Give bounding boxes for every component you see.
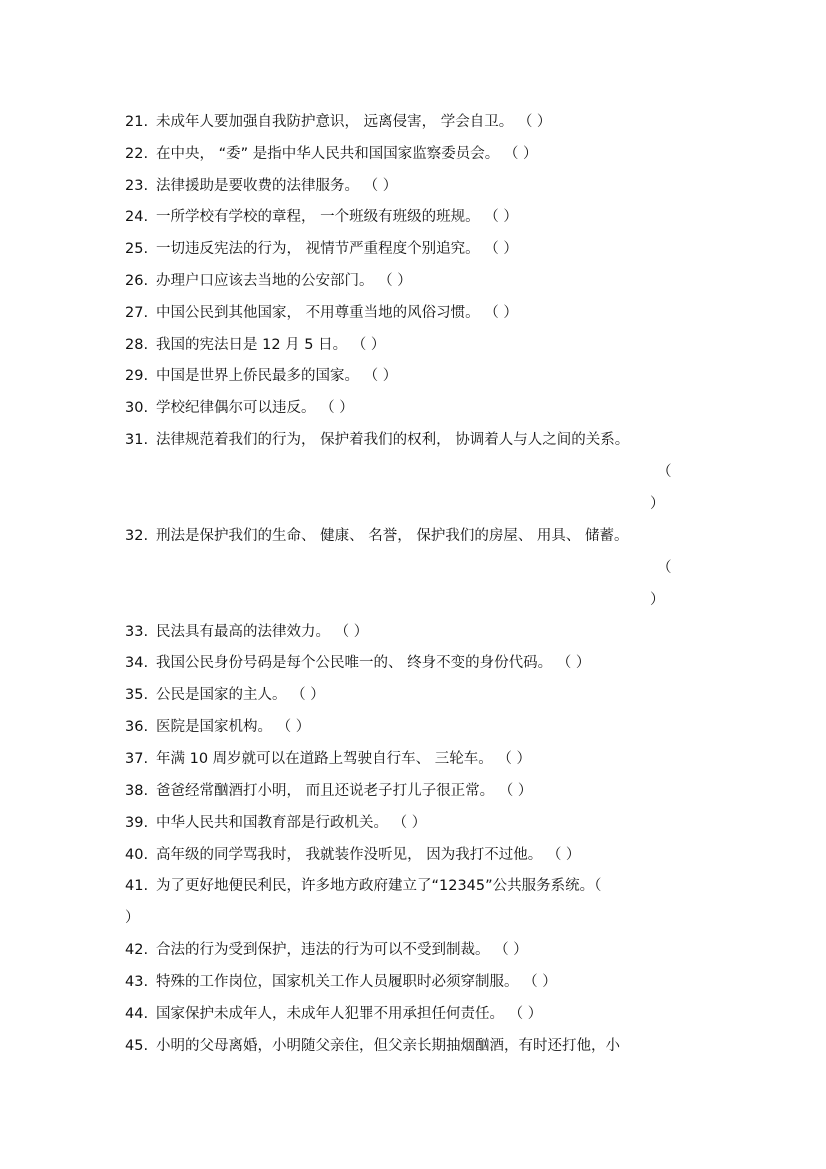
question-text: 医院是国家机构。 （ ） (156, 719, 311, 735)
question-text: 学校纪律偶尔可以违反。 （ ） (156, 400, 354, 416)
question-text: 一所学校有学校的章程， 一个班级有班级的班规。 （ ） (156, 209, 518, 225)
question-text: 小明的父母离婚，小明随父亲住，但父亲长期抽烟酗酒，有时还打他，小 (156, 1038, 620, 1054)
question-21: 21. 未成年人要加强自我防护意识， 远离侵害， 学会自卫。 （ ） (125, 114, 552, 130)
question-25: 25. 一切违反宪法的行为， 视情节严重程度个别追究。 （ ） (125, 241, 518, 257)
answer-open-bracket: （ (657, 560, 672, 576)
question-22: 22. 在中央， “委” 是指中华人民共和国国家监察委员会。 （ ） (125, 146, 538, 162)
question-40: 40. 高年级的同学骂我时， 我就装作没听见， 因为我打不过他。 （ ） (125, 847, 581, 863)
question-27: 27. 中国公民到其他国家， 不用尊重当地的风俗习惯。 （ ） (125, 305, 518, 321)
question-text: 公民是国家的主人。 （ ） (156, 687, 325, 703)
question-text: 年满 10 周岁就可以在道路上驾驶自行车、 三轮车。 （ ） (156, 751, 531, 767)
question-42: 42. 合法的行为受到保护，违法的行为可以不受到制裁。 （ ） (125, 942, 528, 958)
question-text: 高年级的同学骂我时， 我就装作没听见， 因为我打不过他。 （ ） (156, 847, 581, 863)
question-text: 办理户口应该去当地的公安部门。 （ ） (156, 273, 412, 289)
question-text: 中国是世界上侨民最多的国家。 （ ） (156, 368, 398, 384)
question-text: 特殊的工作岗位，国家机关工作人员履职时必须穿制服。 （ ） (156, 974, 557, 990)
question-text: 合法的行为受到保护，违法的行为可以不受到制裁。 （ ） (156, 942, 528, 958)
question-text: 国家保护未成年人，未成年人犯罪不用承担任何责任。 （ ） (156, 1006, 543, 1022)
question-text: 中华人民共和国教育部是行政机关。 （ ） (156, 815, 427, 831)
question-text: 民法具有最高的法律效力。 （ ） (156, 624, 369, 640)
question-text: 在中央， “委” 是指中华人民共和国国家监察委员会。 （ ） (156, 146, 538, 162)
answer-close-bracket: ） (650, 496, 665, 512)
question-38: 38. 爸爸经常酗酒打小明， 而且还说老子打儿子很正常。 （ ） (125, 783, 533, 799)
question-28: 28. 我国的宪法日是 12 月 5 日。 （ ） (125, 337, 386, 353)
question-24: 24. 一所学校有学校的章程， 一个班级有班级的班规。 （ ） (125, 209, 518, 225)
question-text: 我国公民身份号码是每个公民唯一的、 终身不变的身份代码。 （ ） (156, 655, 591, 671)
question-36: 36. 医院是国家机构。 （ ） (125, 719, 311, 735)
question-text: 刑法是保护我们的生命、 健康、 名誉， 保护我们的房屋、 用具、 储蓄。 (156, 528, 629, 544)
question-41: 41. 为了更好地便民利民，许多地方政府建立了“12345”公共服务系统。（ (125, 878, 602, 894)
question-39: 39. 中华人民共和国教育部是行政机关。 （ ） (125, 815, 427, 831)
question-44: 44. 国家保护未成年人，未成年人犯罪不用承担任何责任。 （ ） (125, 1006, 543, 1022)
question-text: 法律规范着我们的行为， 保护着我们的权利， 协调着人与人之间的关系。 (156, 432, 630, 448)
question-35: 35. 公民是国家的主人。 （ ） (125, 687, 325, 703)
question-30: 30. 学校纪律偶尔可以违反。 （ ） (125, 400, 354, 416)
question-26: 26. 办理户口应该去当地的公安部门。 （ ） (125, 273, 412, 289)
question-text: 中国公民到其他国家， 不用尊重当地的风俗习惯。 （ ） (156, 305, 518, 321)
question-text: 我国的宪法日是 12 月 5 日。 （ ） (156, 337, 386, 353)
question-text: 一切违反宪法的行为， 视情节严重程度个别追究。 （ ） (156, 241, 518, 257)
question-text: 为了更好地便民利民，许多地方政府建立了“12345”公共服务系统。（ (156, 878, 602, 894)
answer-close-bracket: ） (650, 592, 665, 608)
question-23: 23. 法律援助是要收费的法律服务。 （ ） (125, 178, 398, 194)
question-29: 29. 中国是世界上侨民最多的国家。 （ ） (125, 368, 398, 384)
question-31: 31. 法律规范着我们的行为， 保护着我们的权利， 协调着人与人之间的关系。 (125, 432, 630, 448)
question-33: 33. 民法具有最高的法律效力。 （ ） (125, 624, 369, 640)
question-text: 法律援助是要收费的法律服务。 （ ） (156, 178, 398, 194)
answer-open-bracket: （ (657, 464, 672, 480)
question-37: 37. 年满 10 周岁就可以在道路上驾驶自行车、 三轮车。 （ ） (125, 751, 531, 767)
question-32: 32. 刑法是保护我们的生命、 健康、 名誉， 保护我们的房屋、 用具、 储蓄。 (125, 528, 629, 544)
question-text: 爸爸经常酗酒打小明， 而且还说老子打儿子很正常。 （ ） (156, 783, 533, 799)
question-43: 43. 特殊的工作岗位，国家机关工作人员履职时必须穿制服。 （ ） (125, 974, 557, 990)
question-text: 未成年人要加强自我防护意识， 远离侵害， 学会自卫。 （ ） (156, 114, 552, 130)
question-34: 34. 我国公民身份号码是每个公民唯一的、 终身不变的身份代码。 （ ） (125, 655, 591, 671)
answer-close-bracket: ） (125, 910, 140, 926)
question-45: 45. 小明的父母离婚，小明随父亲住，但父亲长期抽烟酗酒，有时还打他，小 (125, 1038, 620, 1054)
